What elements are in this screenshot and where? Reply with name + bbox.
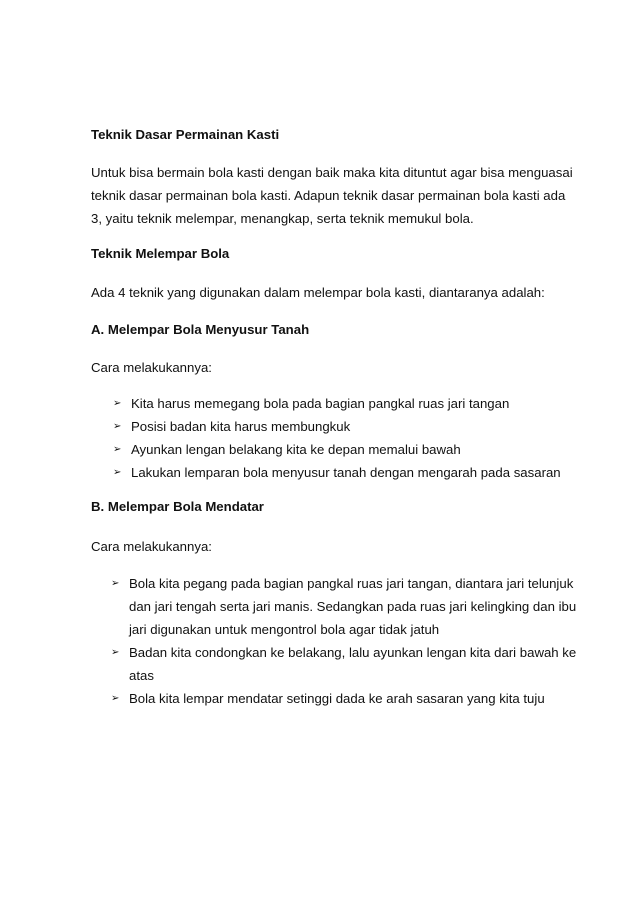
part-b-item-2-line-1: Badan kita condongkan ke belakang, lalu ayunkan lengan kita dari bawah ke xyxy=(129,645,577,660)
intro-line-2: teknik dasar permainan bola kasti. Adapun teknik dasar permainan bola kasti ada xyxy=(91,188,566,203)
arrow-bullet-icon: ➢ xyxy=(111,578,120,589)
part-b-steps-label: Cara melakukannya: xyxy=(91,539,212,554)
arrow-bullet-icon: ➢ xyxy=(113,398,122,409)
arrow-bullet-icon: ➢ xyxy=(113,421,122,432)
part-b-item-3-line-1: Bola kita lempar mendatar setinggi dada ke arah sasaran yang kita tuju xyxy=(129,691,545,706)
arrow-bullet-icon: ➢ xyxy=(111,693,120,704)
part-b-heading: B. Melempar Bola Mendatar xyxy=(91,499,264,514)
part-b-item-1-line-3: jari digunakan untuk mengontrol bola agar tidak jatuh xyxy=(129,622,440,637)
part-b-item-1-line-2: dan jari tengah serta jari manis. Sedangkan pada ruas jari kelingking dan ibu xyxy=(129,599,577,614)
section-intro: Ada 4 teknik yang digunakan dalam melempar bola kasti, diantaranya adalah: xyxy=(91,285,545,300)
section-heading: Teknik Melempar Bola xyxy=(91,246,230,261)
arrow-bullet-icon: ➢ xyxy=(111,647,120,658)
part-a-item-1: Kita harus memegang bola pada bagian pangkal ruas jari tangan xyxy=(131,396,510,411)
arrow-bullet-icon: ➢ xyxy=(113,467,122,478)
arrow-bullet-icon: ➢ xyxy=(113,444,122,455)
part-a-heading: A. Melempar Bola Menyusur Tanah xyxy=(91,322,310,337)
document-title: Teknik Dasar Permainan Kasti xyxy=(91,127,280,142)
part-a-item-4: Lakukan lemparan bola menyusur tanah dengan mengarah pada sasaran xyxy=(131,465,561,480)
part-a-item-3: Ayunkan lengan belakang kita ke depan memalui bawah xyxy=(131,442,461,457)
part-b-item-1-line-1: Bola kita pegang pada bagian pangkal ruas jari tangan, diantara jari telunjuk xyxy=(129,576,574,591)
intro-line-3: 3, yaitu teknik melempar, menangkap, serta teknik memukul bola. xyxy=(91,211,474,226)
part-b-item-2-line-2: atas xyxy=(129,668,154,683)
intro-line-1: Untuk bisa bermain bola kasti dengan baik maka kita dituntut agar bisa menguasai xyxy=(91,165,573,180)
part-a-item-2: Posisi badan kita harus membungkuk xyxy=(131,419,351,434)
part-a-steps-label: Cara melakukannya: xyxy=(91,360,212,375)
